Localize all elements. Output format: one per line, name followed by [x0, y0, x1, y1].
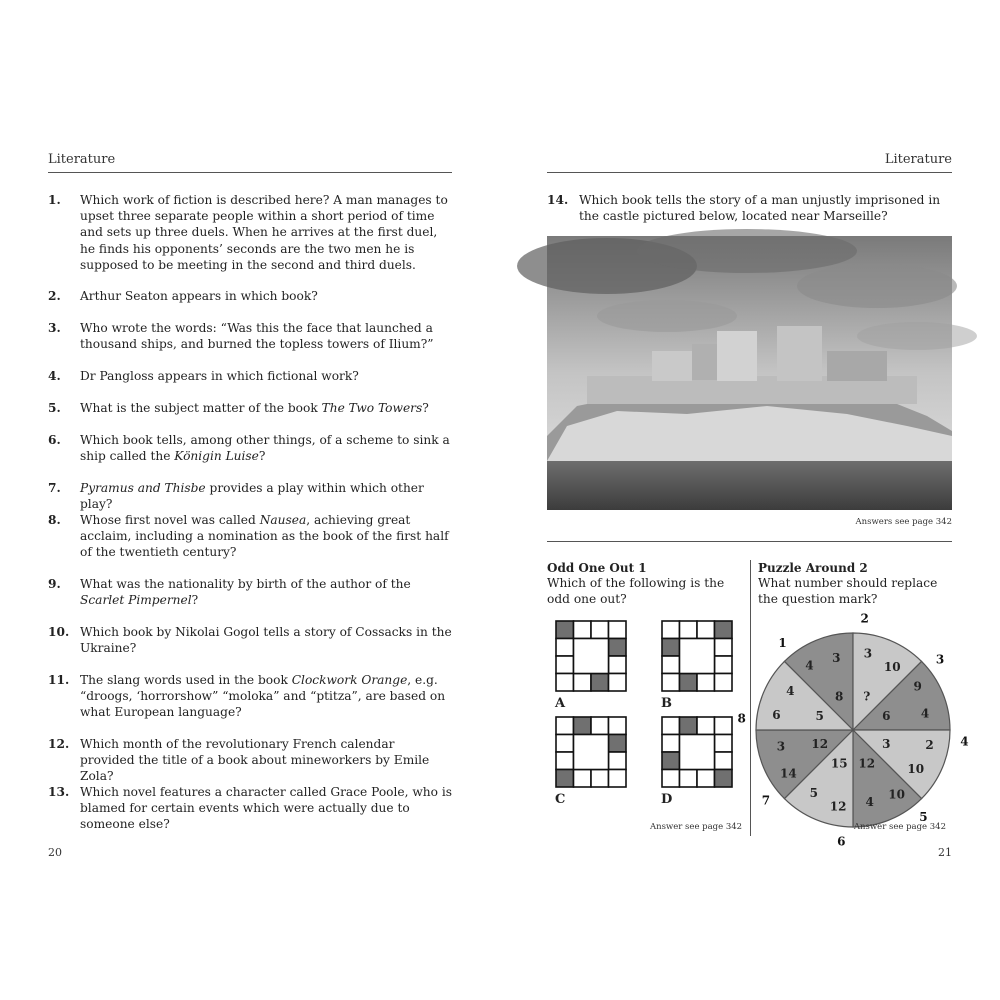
question-number: 9. [48, 577, 61, 591]
sector-number: 10 [888, 787, 905, 802]
sector-number: 15 [830, 756, 848, 771]
center-cell [680, 639, 715, 674]
grid-label: A [555, 696, 566, 711]
grid-cell [574, 770, 592, 788]
grid-cell [697, 717, 715, 735]
grid-cell [697, 674, 715, 692]
grid-cell [556, 656, 574, 674]
sector-number: 6 [882, 709, 891, 724]
question-number: 5. [48, 401, 61, 415]
sector-label: 6 [837, 834, 846, 849]
sector-number: 12 [811, 736, 829, 751]
grid-cell [591, 621, 609, 639]
question-text: The slang words used in the book Clockwork Orange, e.g. “droogs, ‘horrorshow” “moloka” and “ptitza”, are based on what European language? [80, 673, 446, 720]
grid-cell [715, 656, 733, 674]
left-header-rule [48, 172, 452, 173]
question-number: 13. [48, 785, 70, 799]
question-text: Which work of fiction is described here? A man manages to upset three separate people within a short period of time and sets up three duels. When he arrives at the first duel, he finds his opponents’ seconds are the two men he is supposed to be meeting in the second and third duels. [80, 193, 448, 272]
question-number: 4. [48, 369, 61, 383]
grid-label: D [661, 792, 673, 807]
grid-cell [680, 770, 698, 788]
shaded-cell [715, 621, 733, 639]
shaded-cell [715, 770, 733, 788]
question-text: Whose first novel was called Nausea, achieving great acclaim, including a nomination as the book of the first half of the twentieth century? [80, 513, 449, 560]
sector-label: 4 [960, 734, 969, 749]
sector-label: 7 [761, 793, 771, 808]
grid-cell [591, 770, 609, 788]
sector-label: 8 [737, 711, 746, 726]
shaded-cell [591, 674, 609, 692]
sector-number: 5 [809, 785, 818, 800]
grid-cell [609, 752, 627, 770]
grid-cell [609, 717, 627, 735]
puzzle-around [758, 561, 953, 607]
grid-label: C [555, 792, 566, 807]
center-cell [680, 735, 715, 770]
puzzle-around-answer: Answer see page 342 [853, 822, 946, 832]
grid-cell [697, 621, 715, 639]
sector-number: 8 [835, 689, 844, 704]
question-text: Which novel features a character called Grace Poole, who is blamed for certain events which were actually due to someone else? [80, 785, 452, 832]
question-text: Which book by Nikolai Gogol tells a story of Cossacks in the Ukraine? [80, 625, 452, 656]
question-text: Arthur Seaton appears in which book? [80, 289, 318, 303]
question-text: What is the subject matter of the book The Two Towers? [80, 401, 429, 415]
grid-cell [609, 770, 627, 788]
question-number: 3. [48, 321, 61, 335]
center-cell [574, 639, 609, 674]
sector-number: 3 [882, 736, 891, 751]
shaded-cell [609, 735, 627, 753]
question-mark: ? [863, 689, 871, 704]
left-running-header: Literature [48, 152, 116, 167]
sector-number: 10 [883, 660, 901, 675]
shaded-cell [609, 639, 627, 657]
sector-number: 3 [832, 650, 841, 665]
left-page-number: 20 [48, 846, 62, 859]
grid-cell [662, 735, 680, 753]
grid-cell [697, 770, 715, 788]
shaded-cell [574, 717, 592, 735]
grid-option-D[interactable] [661, 716, 735, 790]
sector-number: 4 [805, 658, 814, 673]
grid-cell [574, 621, 592, 639]
grid-cell [715, 717, 733, 735]
right-page-number: 21 [938, 846, 952, 859]
sector-number: 12 [829, 799, 847, 814]
question-number: 10. [48, 625, 70, 639]
sector-number: 14 [779, 766, 797, 781]
question-number: 6. [48, 433, 61, 447]
shaded-cell [662, 639, 680, 657]
grid-cell [715, 735, 733, 753]
grid-option-C[interactable] [555, 716, 629, 790]
grid-cell [556, 752, 574, 770]
question-text: Which book tells, among other things, of a scheme to sink a ship called the Königin Luise? [80, 433, 450, 464]
sector-number: 3 [863, 646, 873, 661]
sector-number: 6 [772, 708, 781, 723]
grid-cell [556, 639, 574, 657]
odd-one-out-puzzle [547, 561, 742, 607]
shaded-cell [556, 621, 574, 639]
sector-label: 5 [919, 810, 928, 825]
photo-caption: Answers see page 342 [855, 517, 952, 527]
shaded-cell [556, 770, 574, 788]
shaded-cell [662, 752, 680, 770]
question-text: Who wrote the words: “Was this the face that launched a thousand ships, and burned the topless towers of Ilium?” [80, 321, 434, 352]
question-number: 2. [48, 289, 61, 303]
sector-number: 4 [786, 683, 795, 698]
sector-number: 9 [913, 679, 922, 694]
question-number: 12. [48, 737, 70, 751]
puzzle-title: Puzzle Around 2 [758, 561, 868, 575]
right-header-rule [547, 172, 952, 173]
grid-cell [556, 735, 574, 753]
puzzle-text: What number should replace the question mark? [758, 576, 938, 607]
grid-cell [609, 656, 627, 674]
sector-number: 2 [925, 737, 934, 752]
question-number: 8. [48, 513, 61, 527]
question-text: Which month of the revolutionary French calendar provided the title of a book about mineworkers by Emile Zola? [80, 737, 430, 784]
grid-cell [662, 621, 680, 639]
sector-number: 3 [776, 739, 786, 754]
grid-cell [662, 674, 680, 692]
sector-number: 4 [865, 795, 874, 810]
shaded-cell [680, 674, 698, 692]
grid-cell [662, 770, 680, 788]
grid-cell [556, 674, 574, 692]
question-text: Dr Pangloss appears in which fictional work? [80, 369, 359, 383]
grid-cell [574, 674, 592, 692]
question-text: What was the nationality by birth of the author of the Scarlet Pimpernel? [80, 577, 411, 608]
grid-cell [662, 717, 680, 735]
sector-label: 1 [778, 635, 787, 650]
grid-cell [662, 656, 680, 674]
sector-number: 5 [815, 709, 824, 724]
castle-photo [547, 236, 952, 510]
question-number: 1. [48, 193, 61, 207]
question-number: 14. [547, 193, 569, 207]
grid-cell [715, 674, 733, 692]
section-rule [547, 541, 952, 542]
grid-cell [715, 752, 733, 770]
sector-label: 3 [935, 652, 945, 667]
sector-number: 12 [858, 756, 876, 771]
grid-cell [680, 621, 698, 639]
sector-label: 2 [860, 611, 869, 626]
sector-number: 10 [907, 762, 925, 777]
question-number: 7. [48, 481, 61, 495]
grid-option-B[interactable] [661, 620, 735, 694]
grid-cell [715, 639, 733, 657]
question-number: 11. [48, 673, 70, 687]
grid-cell [591, 717, 609, 735]
shaded-cell [680, 717, 698, 735]
grid-label: B [661, 696, 672, 711]
grid-cell [556, 717, 574, 735]
grid-cell [609, 621, 627, 639]
question-text: Which book tells the story of a man unjustly imprisoned in the castle pictured below, located near Marseille? [579, 193, 941, 224]
center-cell [574, 735, 609, 770]
right-running-header: Literature [884, 152, 952, 167]
odd-one-out-answer: Answer see page 342 [650, 822, 743, 832]
grid-cell [609, 674, 627, 692]
puzzle-text: Which of the following is the odd one out? [547, 576, 725, 607]
grid-option-A[interactable] [555, 620, 629, 694]
puzzle-title: Odd One Out 1 [547, 561, 647, 575]
question-text: Pyramus and Thisbe provides a play within which other play? [80, 481, 424, 512]
sector-number: 4 [920, 706, 930, 721]
